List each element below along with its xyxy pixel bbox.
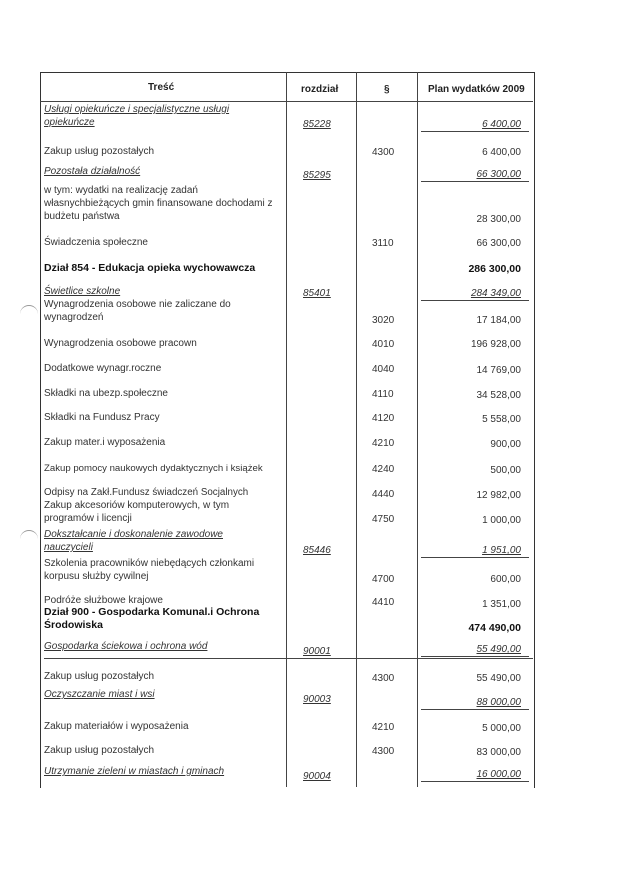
underline [421,557,529,558]
plan-value: 55 490,00 [476,673,521,684]
paragraf-code: 3020 [372,315,395,326]
plan-value: 34 528,00 [476,390,521,401]
underline [421,709,529,710]
paragraf-code: 4750 [372,514,395,525]
paragraf-code: 4040 [372,364,395,375]
column-divider [286,72,287,787]
rozdzial-code: 90003 [303,694,331,705]
rozdzial-code: 85295 [303,170,331,181]
row-text: Wynagrodzenia osobowe nie zaliczane do wynagrodzeń [44,299,231,323]
row-text: Wynagrodzenia osobowe pracown [44,338,197,349]
plan-value: 66 300,00 [476,238,521,249]
plan-value: 28 300,00 [476,214,521,225]
plan-value: 14 769,00 [476,365,521,376]
plan-value: 88 000,00 [476,697,521,708]
row-text: Szkolenia pracowników niebędących członkami korpusu służby cywilnej [44,558,255,582]
plan-value: 6 400,00 [482,119,521,130]
plan-value: 66 300,00 [476,169,521,180]
plan-value: 17 184,00 [476,315,521,326]
row-text: Podróże służbowe krajowe [44,595,163,606]
paragraf-code: 4240 [372,464,395,475]
plan-value: 16 000,00 [476,769,521,780]
underline [421,300,529,301]
rozdzial-code: 85446 [303,545,331,556]
paragraf-code: 4110 [372,389,394,400]
paragraf-code: 4210 [372,438,395,449]
row-text: Zakup pomocy naukowych dydaktycznych i książek [44,463,263,474]
paragraf-code: 4210 [372,722,395,733]
plan-value: 12 982,00 [476,490,521,501]
plan-value: 1 000,00 [482,515,521,526]
paragraf-code: 4410 [372,597,395,608]
scan-mark [20,530,38,541]
underline [421,181,529,182]
row-text: Składki na Fundusz Pracy [44,412,160,423]
row-text: Zakup akcesoriów komputerowych, w tym programów i licencji [44,500,230,524]
plan-value: 900,00 [490,439,521,450]
header-rozdzial: rozdział [301,84,339,95]
underline [421,656,529,657]
plan-value: 5 000,00 [482,723,521,734]
row-text: Składki na ubezp.społeczne [44,388,168,399]
paragraf-code: 4120 [372,413,395,424]
row-text: Zakup usług pozostałych [44,146,155,157]
row-text: Zakup usług pozostałych [44,671,155,682]
dzial-title: Dział 900 - Gospodarka Komunal.i Ochrona Środowiska [44,606,260,631]
row-text: Dodatkowe wynagr.roczne [44,363,162,374]
row-text: Zakup mater.i wyposażenia [44,437,166,448]
section-title: Dokształcanie i doskonalenie zawodowe nauczycieli [44,529,223,553]
row-text: Świadczenia społeczne [44,237,148,248]
column-divider [417,72,418,787]
paragraf-code: 4010 [372,339,395,350]
paragraf-code: 4300 [372,147,395,158]
section-title: Gospodarka ściekowa i ochrona wód [44,641,208,652]
header-tresc: Treść [148,82,175,93]
rozdzial-code: 90004 [303,771,331,782]
section-title: Usługi opiekuńcze i specjalistyczne usługi opiekuńcze [44,104,230,128]
scan-mark [20,305,38,316]
plan-value: 284 349,00 [470,288,521,299]
header-paragraf: § [384,84,390,95]
plan-value: 600,00 [490,574,521,585]
row-divider [44,658,533,659]
section-title: Świetlice szkolne [44,286,121,297]
plan-value: 1 351,00 [482,599,521,610]
column-divider [356,72,357,787]
rozdzial-code: 85228 [303,119,331,130]
section-title: Pozostała działalność [44,166,141,177]
plan-value: 500,00 [490,465,521,476]
paragraf-code: 4300 [372,673,395,684]
plan-value: 196 928,00 [470,339,521,350]
rozdzial-code: 90001 [303,646,331,657]
section-title: Oczyszczanie miast i wsi [44,689,155,700]
row-text: w tym: wydatki na realizację zadań własnychbieżących gmin finansowane dochodami z budżetu państwa [44,185,273,222]
section-title: Utrzymanie zieleni w miastach i gminach [44,766,225,777]
rozdzial-code: 85401 [303,288,331,299]
plan-value: 474 490,00 [468,622,521,634]
row-text: Zakup materiałów i wyposażenia [44,721,189,732]
plan-value: 286 300,00 [468,263,521,275]
underline [421,781,529,782]
header-divider [40,101,533,102]
paragraf-code: 4300 [372,746,395,757]
row-text: Odpisy na Zakł.Fundusz świadczeń Socjalnych [44,487,249,498]
header-plan: Plan wydatków 2009 [428,84,525,95]
dzial-title: Dział 854 - Edukacja opieka wychowawcza [44,262,256,274]
plan-value: 83 000,00 [476,747,521,758]
plan-value: 5 558,00 [482,414,521,425]
plan-value: 6 400,00 [482,147,521,158]
plan-value: 55 490,00 [476,644,521,655]
paragraf-code: 3110 [372,238,394,249]
underline [421,131,529,132]
paragraf-code: 4700 [372,574,395,585]
plan-value: 1 951,00 [482,545,521,556]
paragraf-code: 4440 [372,489,395,500]
row-text: Zakup usług pozostałych [44,745,155,756]
